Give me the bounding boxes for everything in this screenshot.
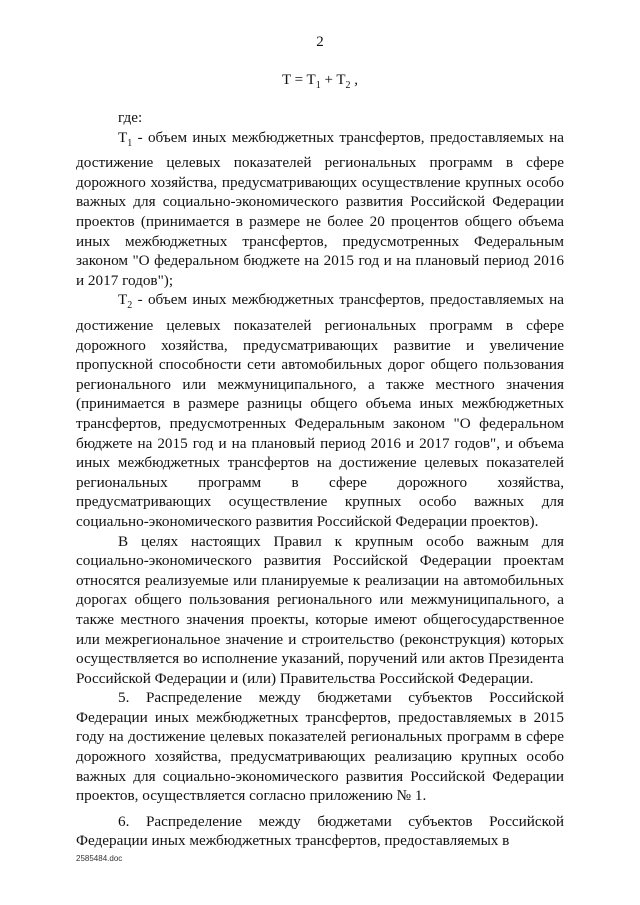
projects-paragraph: В целях настоящих Правил к крупным особо важным для социально-экономического развития Российской Федерации проектам относятся реализуемые или планируемые к реализации на автомобильных дорогах общего пользования регионального или межмуниципального, а также местного значения проекты, которые имеют общегосударственное или межрегиональное значение и строительство (реконструкция) которых осуществляется во исполнение указаний, поручений или актов Президента Российской Федерации и (или) Правительства Российской Федерации. xyxy=(76,532,564,687)
formula-sub-1: 1 xyxy=(315,80,321,91)
formula-tail: , xyxy=(350,72,359,88)
t1-symbol: T xyxy=(118,128,128,146)
t2-text: - объем иных межбюджетных трансфертов, предоставляемых на достижение целевых показателей региональных программ в сфере дорожного хозяйства, предусматривающих развитие и увеличение пропускной способности сети автомобильных дорог общего пользования регионального или межмуниципального, а также местного значения (принимается в размере разницы общего объема иных межбюджетных трансфертов, предусмотренных Федеральным законом "О федеральном бюджете на 2015 год и на плановый период 2016 и 2017 годов", и объема иных межбюджетных трансфертов на достижение целевых показателей региональных программ в сфере дорожного хозяйства, предусматривающих осуществление крупных особо важных для социально-экономического развития Российской Федерации проектов). xyxy=(76,291,564,530)
paragraph-6: 6. Распределение между бюджетами субъектов Российской Федерации иных межбюджетных трансфертов, предоставляемых в xyxy=(76,812,564,850)
paragraph-5: 5. Распределение между бюджетами субъектов Российской Федерации иных межбюджетных трансфертов, предоставляемых в 2015 году на достижение целевых показателей региональных программ в сфере дорожного хозяйства, предусматривающих реализацию крупных особо важных для социально-экономического развития Российской Федерации проектов, осуществляется согласно приложению № 1. xyxy=(76,689,564,805)
page-number: 2 xyxy=(316,34,324,50)
where-label: где: xyxy=(118,109,143,126)
t2-subscript: 2 xyxy=(127,300,133,312)
document-body xyxy=(76,108,564,851)
t1-definition xyxy=(76,128,564,291)
t1-subscript: 1 xyxy=(127,137,133,149)
t2-symbol: T xyxy=(118,291,128,309)
formula-plus: + T xyxy=(320,72,346,88)
formula-sub-2: 2 xyxy=(345,80,351,91)
t1-text: - объем иных межбюджетных трансфертов, предоставляемых на достижение целевых показателей региональных программ в сфере дорожного хозяйства, предусматривающих осуществление крупных особо важных для социально-экономического развития Российской Федерации проектов (принимается в размере не более 20 процентов общего объема иных межбюджетных трансфертов, предусмотренных Федеральным законом "О федеральном бюджете на 2015 год и на плановый период 2016 и 2017 годов"); xyxy=(76,128,564,289)
formula-lhs: T = T xyxy=(281,72,316,88)
formula xyxy=(0,72,640,91)
file-name-footer: 2585484.doc xyxy=(76,854,123,863)
t2-definition xyxy=(76,290,564,531)
